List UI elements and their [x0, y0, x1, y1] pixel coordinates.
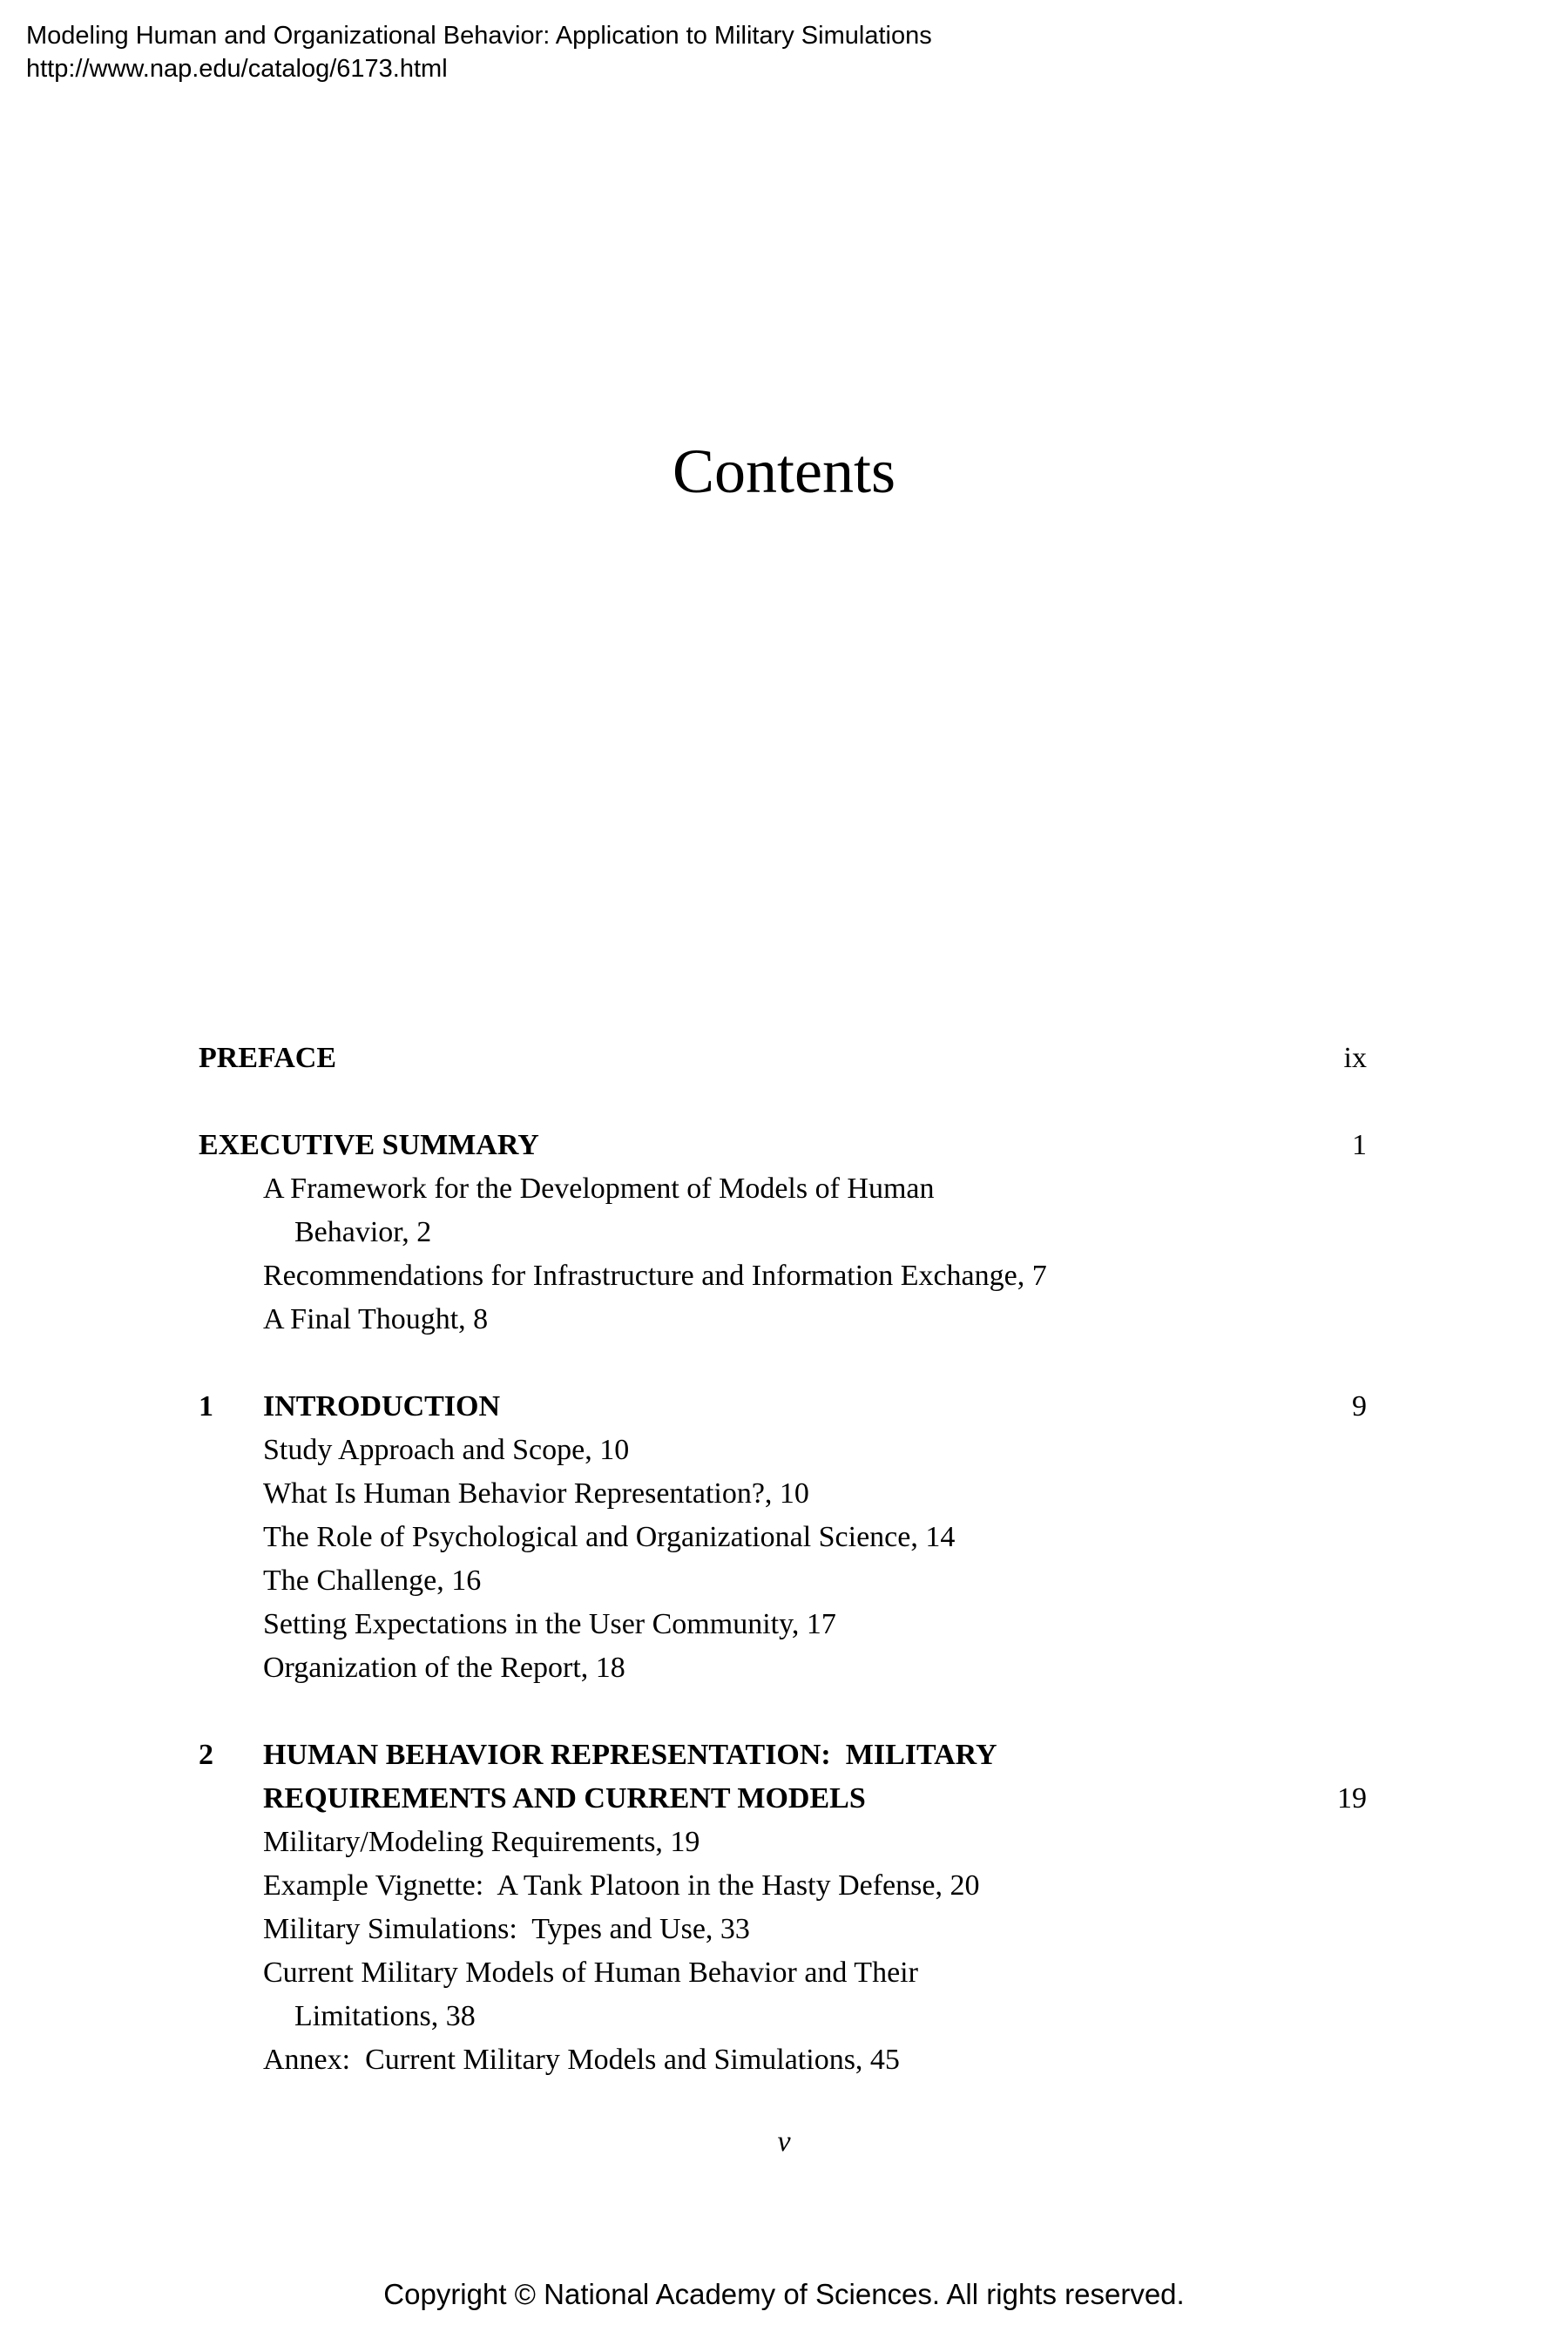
toc-item-continuation: Behavior, 2 [294, 1216, 432, 1248]
source-url: http://www.nap.edu/catalog/6173.html [26, 55, 448, 83]
entry-title: PREFACE [199, 1042, 337, 1074]
chapter-number: 1 [199, 1390, 213, 1423]
toc-item-continuation: Limitations, 38 [294, 2000, 476, 2032]
toc-item: A Final Thought, 8 [263, 1303, 489, 1335]
toc-item: Organization of the Report, 18 [263, 1652, 625, 1684]
chapter-number: 2 [199, 1739, 213, 1771]
toc-entry-introduction [199, 1385, 1367, 1690]
book-title: Modeling Human and Organizational Behavior: Application to Military Simulations [26, 22, 932, 50]
toc-entry-row [199, 1734, 1367, 1777]
toc-item: Military Simulations: Types and Use, 33 [263, 1913, 750, 1945]
toc-entry-row [199, 1037, 1367, 1080]
toc-subitems [263, 1429, 1367, 1690]
toc-item: Example Vignette: A Tank Platoon in the Hasty Defense, 20 [263, 1869, 980, 1902]
entry-title-line-2: REQUIREMENTS AND CURRENT MODELS [263, 1782, 866, 1815]
toc-entry-row [199, 1385, 1367, 1429]
page-header [26, 19, 932, 85]
toc-entry-row [199, 1124, 1367, 1167]
table-of-contents [199, 1037, 1367, 2126]
toc-item: A Framework for the Development of Models of Human [263, 1173, 935, 1205]
toc-item: Study Approach and Scope, 10 [263, 1434, 630, 1466]
toc-item: The Role of Psychological and Organizational Science, 14 [263, 1521, 956, 1553]
entry-page-number: 1 [1352, 1129, 1367, 1161]
toc-item: Current Military Models of Human Behavior and Their [263, 1957, 918, 1989]
toc-item: Military/Modeling Requirements, 19 [263, 1826, 700, 1858]
entry-page-number: 9 [1352, 1390, 1367, 1423]
toc-entry-row [199, 1777, 1367, 1821]
entry-page-number: 19 [1337, 1782, 1367, 1815]
toc-entry-preface [199, 1037, 1367, 1080]
entry-page-number: ix [1343, 1042, 1367, 1074]
entry-title: INTRODUCTION [263, 1390, 501, 1423]
copyright-footer: Copyright © National Academy of Sciences. All rights reserved. [383, 2278, 1185, 2310]
toc-item: Recommendations for Infrastructure and Information Exchange, 7 [263, 1260, 1047, 1292]
folio-page-number: v [777, 2126, 791, 2158]
toc-entry-executive-summary [199, 1124, 1367, 1342]
toc-item: The Challenge, 16 [263, 1565, 482, 1597]
toc-subitems [263, 1167, 1367, 1342]
entry-title-line-1: HUMAN BEHAVIOR REPRESENTATION: MILITARY [263, 1739, 997, 1771]
toc-item: Annex: Current Military Models and Simulations, 45 [263, 2044, 900, 2076]
toc-entry-human-behavior-representation [199, 1734, 1367, 2082]
toc-subitems [263, 1821, 1367, 2082]
toc-item: Setting Expectations in the User Community, 17 [263, 1608, 836, 1640]
page-title: Contents [672, 436, 896, 506]
toc-item: What Is Human Behavior Representation?, 10 [263, 1477, 809, 1510]
entry-title: EXECUTIVE SUMMARY [199, 1129, 539, 1161]
